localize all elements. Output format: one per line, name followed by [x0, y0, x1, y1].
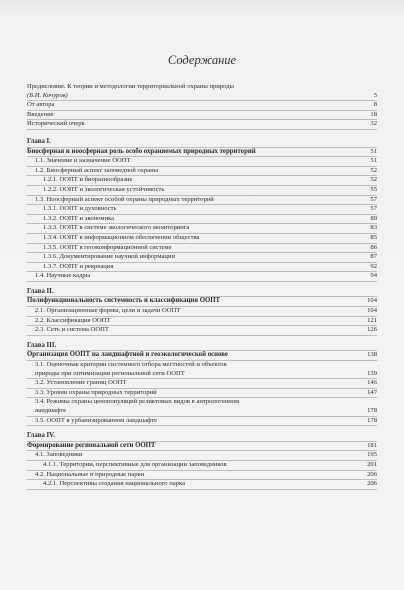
toc-row-text: 1.3.7. ООПТ и рекреация: [43, 262, 114, 270]
chapter-heading-page: 181: [367, 441, 377, 449]
toc-row-text: 1.3. Ноосферный аспект особой охраны природных территорий: [35, 195, 214, 203]
toc-row-page: 104: [367, 307, 377, 315]
toc-row-text: 1.4. Научные кадры: [35, 272, 91, 280]
toc-row-text: 1.2.2. ООПТ и экологическая устойчивость: [43, 185, 165, 193]
chapter-heading: [27, 441, 377, 452]
toc-row: [27, 101, 377, 111]
toc-row-page: 178: [367, 407, 377, 414]
toc-row: [27, 398, 377, 407]
toc-row: [27, 196, 377, 206]
chapter-heading: [27, 296, 377, 307]
toc-row: [27, 379, 377, 389]
toc-row: [27, 167, 377, 177]
toc-row-page: 121: [367, 316, 377, 324]
toc-row-text: 1.3.6. Документирование научной информации: [43, 253, 176, 261]
chapter-heading-page: 138: [367, 351, 377, 359]
toc-row: [27, 83, 377, 92]
toc-row-page: 146: [367, 379, 377, 387]
toc-row-text: Предисловие. К теории и методологии территориальной охраны природы: [27, 83, 234, 90]
toc-row: [27, 417, 377, 427]
toc-row: [27, 92, 377, 102]
toc-row-text: 1.3.3. ООПТ в системе экологического мониторинга: [43, 224, 190, 232]
chapter-heading-text: Полифункциональность системность и классификация ООПТ: [27, 297, 221, 305]
toc-row: [27, 370, 377, 380]
toc-row: [27, 176, 377, 186]
toc-row-text: Исторический очерк: [27, 120, 85, 128]
toc-row-page: 147: [367, 388, 377, 396]
toc-row: [27, 307, 377, 317]
toc-row: [27, 120, 377, 130]
toc-row-text: 3.1. Оценочные критерии системного отбора местностей и объектов: [35, 361, 227, 369]
toc-row-page: 178: [367, 416, 377, 424]
chapter-heading-page: 51: [370, 147, 377, 155]
toc-row: [27, 263, 377, 273]
toc-row-text: 3.4. Режимы охраны ценопопуляций реликтовых видов в антропогенном: [35, 398, 240, 406]
toc-row: [27, 224, 377, 234]
page-title: Содержание: [167, 53, 237, 67]
chapter-heading-text: Биосферная и ноосферная роль особо охраняемых природных территорий: [27, 147, 256, 155]
toc-row: [27, 326, 377, 336]
toc-row: [27, 234, 377, 244]
toc-row: [27, 253, 377, 263]
toc-row-page: 92: [370, 262, 377, 270]
toc-row: [27, 215, 377, 225]
chapter-label: Глава II.: [27, 287, 54, 295]
toc-row: [27, 407, 377, 417]
toc-row-text: 3.3. Уровни охраны природных территорий: [35, 388, 157, 396]
chapter-label: Глава IV.: [27, 432, 55, 440]
toc-row-page: 80: [370, 214, 377, 222]
toc-row-page: 206: [367, 480, 377, 488]
toc-row-text: 1.3.1. ООПТ и духовность: [43, 205, 117, 213]
chapter-heading: [27, 350, 377, 361]
toc-row-page: 83: [370, 224, 377, 232]
toc-row-text: 3.2. Установление границ ООПТ: [35, 379, 127, 387]
toc-row-page: 8: [373, 101, 377, 109]
chapter-block: [27, 432, 377, 490]
table-of-contents: [27, 83, 377, 490]
toc-row-page: 206: [367, 470, 377, 478]
toc-row: [27, 480, 377, 490]
toc-row-text: ландшафте: [35, 407, 67, 414]
toc-row-page: 86: [370, 243, 377, 251]
toc-row-text: природы при оптимизации региональной сети ООПТ: [35, 369, 185, 377]
toc-row-text: 4.2.1. Перспективы создания национального парка: [43, 480, 186, 488]
toc-row-text: 1.2. Биосферный аспект заповедной охраны: [35, 166, 159, 174]
toc-row: [27, 361, 377, 370]
toc-row-page: 5: [373, 91, 377, 99]
toc-row-text: 1.3.2. ООПТ и экономика: [43, 214, 115, 222]
chapter-label: Глава III.: [27, 341, 57, 349]
toc-row-text: От автора: [27, 101, 55, 109]
toc-row-page: 195: [367, 451, 377, 459]
front-matter: [27, 83, 377, 130]
toc-row-text: 2.3. Сеть и система ООПТ: [35, 326, 109, 334]
chapters: [27, 138, 377, 490]
toc-row-page: 201: [367, 460, 377, 468]
toc-row-page: 18: [370, 110, 377, 118]
toc-row-text: 1.2.1. ООПТ и биоразнообразие: [43, 176, 133, 184]
toc-row-text: 1.1. Значение и назначение ООПТ: [35, 157, 131, 165]
chapter-block: [27, 288, 377, 336]
toc-row-page: 57: [370, 195, 377, 203]
toc-row-page: 32: [370, 120, 377, 128]
toc-row: [27, 317, 377, 327]
chapter-heading-text: Организация ООПТ на ландшафтной и геоэкологической основе: [27, 351, 228, 359]
toc-row: [27, 389, 377, 399]
toc-row-page: 126: [367, 326, 377, 334]
toc-row-text: 4.1. Заповедники: [35, 451, 83, 459]
toc-row-page: 94: [370, 272, 377, 280]
chapter-heading-page: 104: [367, 297, 377, 305]
toc-row: [27, 451, 377, 461]
toc-row: [27, 461, 377, 471]
toc-row-text: 3.5. ООПТ в урбанизированном ландшафте: [35, 416, 158, 424]
toc-row-page: 52: [370, 176, 377, 184]
toc-row-page: 51: [370, 157, 377, 165]
chapter-heading: [27, 147, 377, 158]
toc-row-text: 1.3.4. ООПТ в информационном обеспечении общества: [43, 233, 200, 241]
toc-row: [27, 186, 377, 196]
toc-row-text: 2.2. Классификация ООПТ: [35, 316, 111, 324]
toc-row-page: 139: [367, 369, 377, 377]
chapter-heading-text: Формирование региональной сети ООПТ: [27, 441, 156, 449]
toc-row-page: 85: [370, 233, 377, 241]
toc-row-page: 55: [370, 185, 377, 193]
toc-row: [27, 244, 377, 254]
toc-row-text: 4.1.1. Территории, перспективные для организации заповедников: [43, 460, 227, 468]
toc-row-text: 4.2. Национальные и природные парки: [35, 470, 145, 478]
toc-row: [27, 272, 377, 282]
toc-row-page: 87: [370, 253, 377, 261]
toc-row-page: 52: [370, 166, 377, 174]
toc-row: [27, 205, 377, 215]
toc-row: [27, 471, 377, 481]
toc-row-text: 2.1. Организационные формы, цели и задачи ООПТ: [35, 307, 181, 315]
toc-row-page: 57: [370, 205, 377, 213]
toc-row: [27, 111, 377, 121]
toc-row-text: 1.3.5. ООПТ в геоэконформационной системе: [43, 243, 172, 251]
toc-row-text: (Б.И. Кочуров): [27, 91, 68, 99]
toc-row-text: Введение: [27, 110, 54, 118]
chapter-label: Глава I.: [27, 137, 51, 145]
chapter-block: [27, 342, 377, 426]
chapter-block: [27, 138, 377, 282]
toc-row: [27, 157, 377, 167]
